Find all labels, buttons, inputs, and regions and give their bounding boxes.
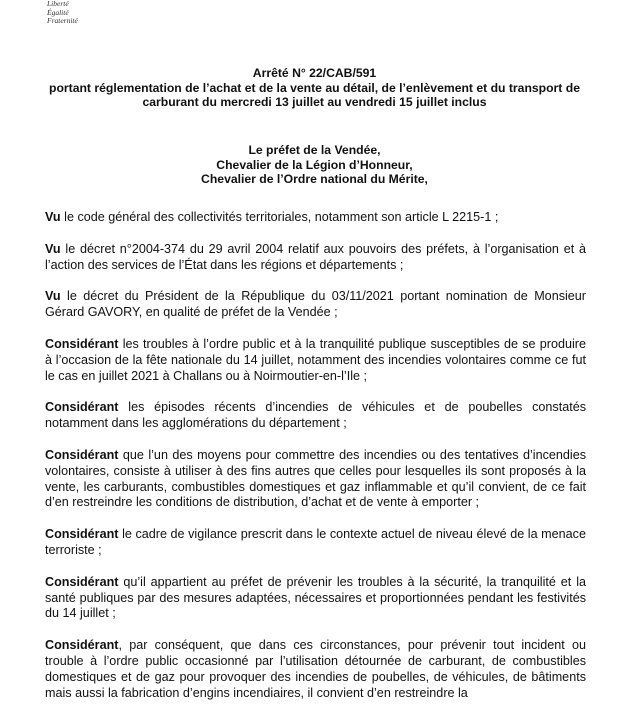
recital-keyword: Vu	[45, 241, 61, 256]
recital-text: le décret n°2004-374 du 29 avril 2004 relatif aux pouvoirs des préfets, à l’organisation et à l’action des services de l’État dans les régions et départements ;	[45, 241, 586, 272]
motto-egalite: Égalité	[47, 7, 69, 17]
motto-fraternite: Fraternité	[47, 16, 78, 25]
recital-text: qu’il appartient au préfet de prévenir les troubles à la sécurité, la tranquilité et la santé publiques par des mesures adaptées, nécessaires et proportionnées pendant les festivités du 14 juillet ;	[45, 574, 586, 621]
recital-text: les épisodes récents d’incendies de véhicules et de poubelles constatés notamment dans les agglomérations du département ;	[45, 400, 586, 431]
prefect-line: Le préfet de la Vendée,	[248, 143, 381, 157]
recital-keyword: Considérant	[45, 400, 119, 415]
recital-paragraph	[45, 289, 586, 321]
recitals-section	[45, 210, 586, 717]
recital-paragraph	[45, 575, 586, 622]
recital-paragraph	[45, 242, 586, 274]
prefect-titles	[40, 143, 589, 187]
recital-keyword: Considérant	[45, 638, 119, 653]
recital-text: les troubles à l’ordre public et à la tranquilité publique susceptibles de se produire à l’occasion de la fête nationale du 14 juillet, notamment des incendies volontaires comme ce fut le cas en juillet 2021 à Challans ou à Noirmoutier-en-l’Ile ;	[45, 336, 586, 383]
recital-keyword: Vu	[45, 210, 61, 224]
recital-keyword: Vu	[45, 289, 61, 304]
recital-text: le cadre de vigilance prescrit dans le contexte actuel de niveau élevé de la menace terroriste ;	[45, 527, 586, 557]
recital-text: que l’un des moyens pour commettre des incendies ou des tentatives d’incendies volontaires, consiste à utiliser à des fins autres que celles pour lesquelles ils sont proposés à la vente, les carburants, combustibles domestiques et gaz inflammable et qu’il convient, de ce fait d’en restreindre les conditions de distribution, d’achat et de vente à emporter ;	[45, 447, 586, 510]
recital-text: le code général des collectivités territoriales, notamment son article L 2215-1 ;	[60, 210, 499, 224]
recital-keyword: Considérant	[45, 527, 119, 542]
republic-motto	[47, 0, 78, 26]
recital-paragraph	[45, 400, 586, 432]
decree-number: Arrêté N° 22/CAB/591	[252, 66, 377, 80]
motto-liberte: Liberté	[47, 0, 69, 8]
prefect-line: Chevalier de l’Ordre national du Mérite,	[201, 172, 428, 186]
recital-text: le décret du Président de la République du 03/11/2021 portant nomination de Monsieur Gérard GAVORY, en qualité de préfet de la Vendée ;	[45, 289, 586, 320]
recital-paragraph	[45, 337, 586, 384]
decree-subject: portant réglementation de l’achat et de la vente au détail, de l’enlèvement et du transport de carburant du mercredi 13 juillet au vendredi 15 juillet inclus	[49, 80, 580, 109]
recital-paragraph	[45, 210, 586, 226]
recital-keyword: Considérant	[45, 336, 119, 351]
recital-paragraph	[45, 527, 586, 559]
recital-keyword: Considérant	[45, 574, 119, 589]
decree-title	[40, 66, 589, 110]
recital-text: , par conséquent, que dans ces circonstances, pour prévenir tout incident ou trouble à l’ordre public occasionné par l’utilisation détournée de carburant, de combustibles domestiques et de gaz pour provoquer des incendies de poubelles, de véhicules, de bâtiments mais aussi la fabrication d’engins incendiaires, il convient d’en restreindre la	[45, 638, 586, 700]
recital-keyword: Considérant	[45, 447, 119, 462]
prefect-line: Chevalier de la Légion d’Honneur,	[216, 157, 413, 172]
recital-paragraph	[45, 448, 586, 511]
recital-paragraph	[45, 638, 586, 701]
